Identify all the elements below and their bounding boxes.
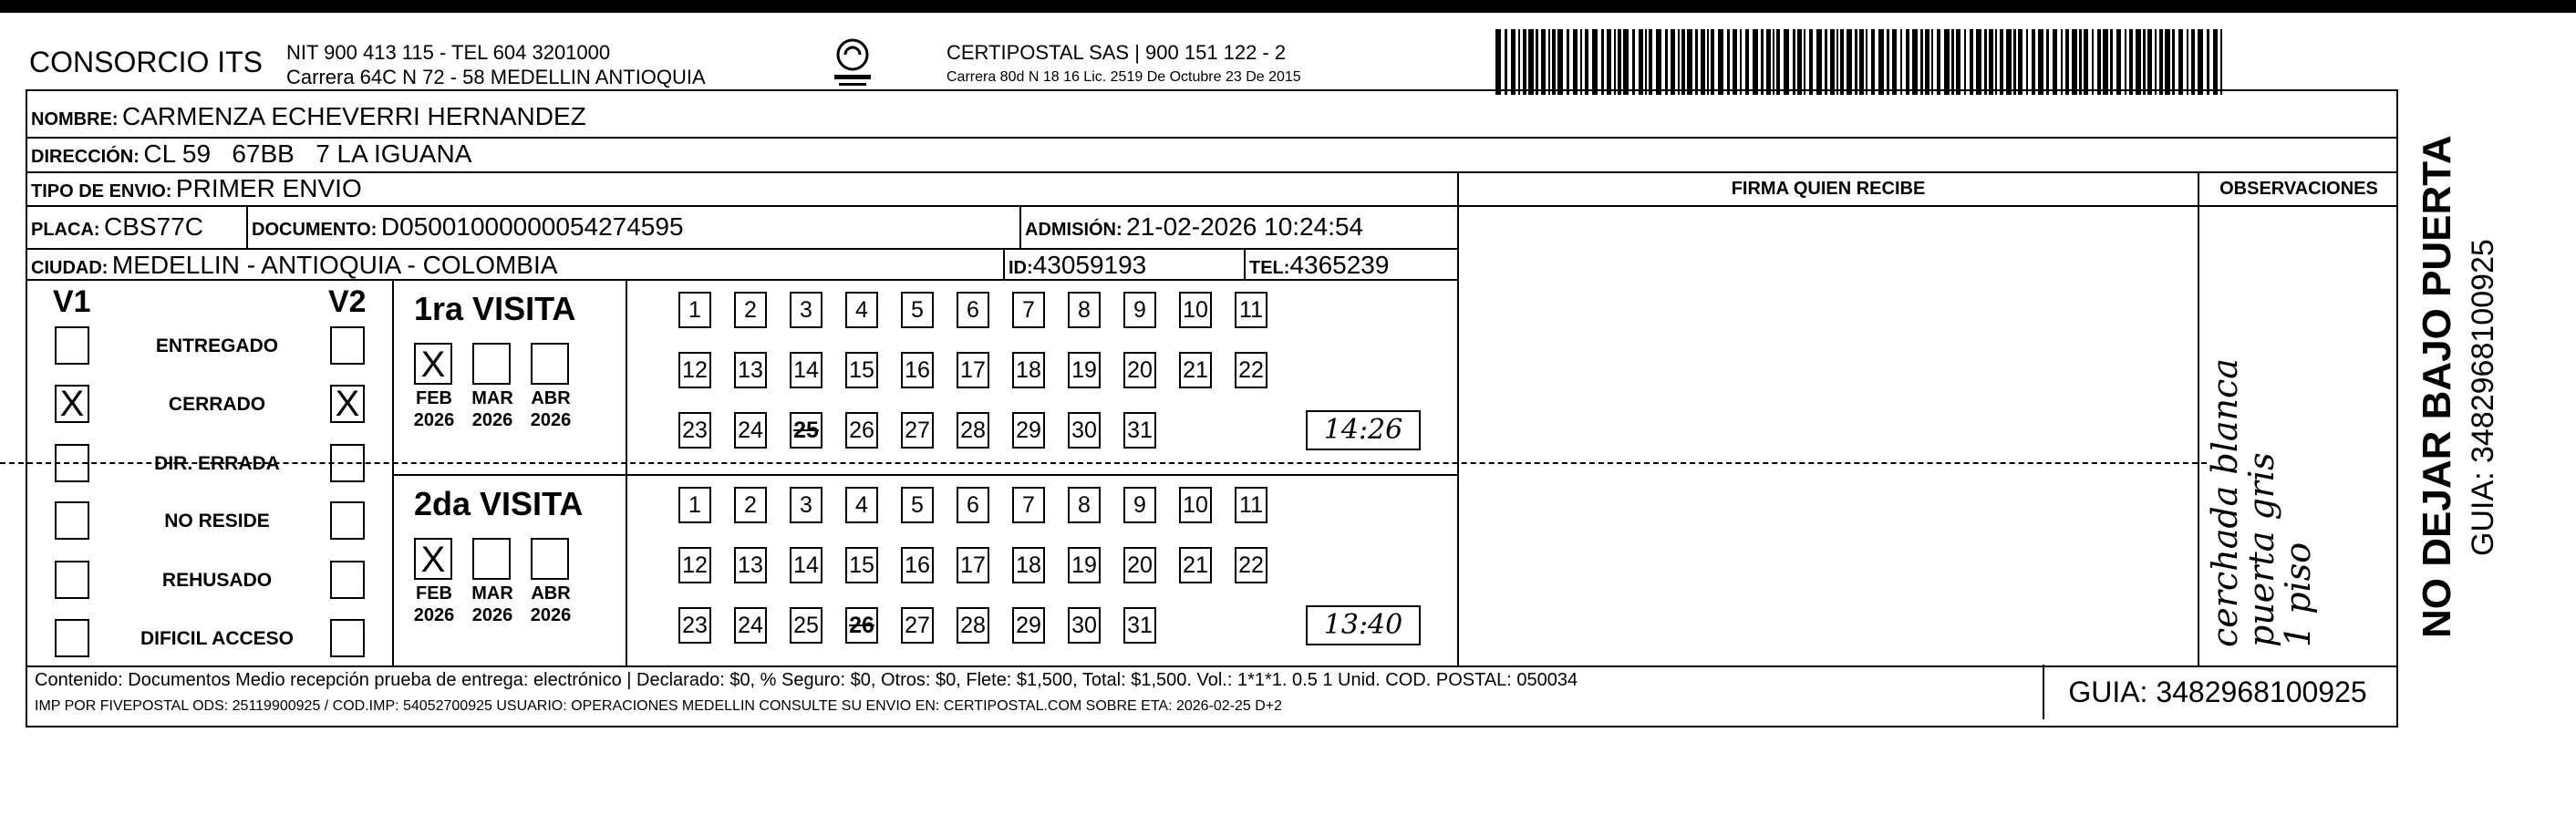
barcode-bar (1976, 29, 1981, 95)
barcode-bar (1585, 29, 1588, 95)
month-year: 2026 (530, 605, 572, 625)
day-box[interactable]: 28 (957, 607, 989, 644)
day-box[interactable]: 23 (678, 607, 711, 644)
day-box[interactable]: 18 (1012, 352, 1045, 388)
day-box[interactable]: 3 (790, 487, 822, 523)
day-box[interactable]: 15 (845, 547, 878, 583)
day-box[interactable]: 10 (1179, 292, 1212, 328)
tel-value: 4365239 (1289, 251, 1390, 279)
divider (26, 171, 2398, 173)
barcode-bar (2159, 29, 2163, 95)
day-box[interactable]: 9 (1123, 292, 1156, 328)
barcode-bar (2000, 29, 2003, 95)
divider (26, 205, 1457, 207)
day-box[interactable]: 30 (1068, 412, 1101, 449)
v2-header: V2 (328, 284, 367, 319)
barcode-bar (1745, 29, 1749, 95)
day-box[interactable]: 5 (901, 487, 934, 523)
time-box: 14:26 (1306, 410, 1421, 450)
day-box[interactable]: 20 (1123, 352, 1156, 388)
barcode-bar (1964, 29, 1966, 95)
v1-checkbox[interactable] (55, 619, 89, 657)
status-label: DIFICIL ACCESO (140, 628, 294, 649)
barcode-icon (1495, 29, 2225, 95)
barcode-bar (1920, 29, 1923, 95)
day-box[interactable]: 8 (1068, 292, 1101, 328)
barcode-bar (1495, 29, 1501, 95)
barcode-bar (1701, 29, 1705, 95)
day-box[interactable]: 14 (790, 547, 822, 583)
day-box[interactable]: 21 (1179, 352, 1212, 388)
status-label: ENTREGADO (155, 335, 279, 356)
day-box[interactable]: 24 (734, 412, 767, 449)
barcode-bar (1518, 29, 1520, 95)
divider (1019, 206, 1021, 248)
barcode-bar (1995, 29, 1997, 95)
firma-label: FIRMA QUIEN RECIBE (1731, 179, 1926, 199)
obs-line: 1 piso (2278, 542, 2318, 647)
day-box[interactable]: 29 (1012, 412, 1045, 449)
day-box[interactable]: 31 (1123, 607, 1156, 644)
day-box[interactable]: 13 (734, 352, 767, 388)
day-box[interactable]: 9 (1123, 487, 1156, 523)
id-value: 43059193 (1032, 251, 1147, 279)
barcode-bar (1552, 29, 1556, 95)
barcode-bar (1866, 29, 1867, 95)
day-box[interactable]: 2 (734, 292, 767, 328)
placa-label: PLACA: (31, 220, 100, 240)
barcode-bar (1687, 29, 1692, 95)
barcode-bar (1784, 29, 1789, 95)
divider (2198, 171, 2199, 665)
barcode-bar (2061, 29, 2063, 95)
barcode-bar (1761, 29, 1764, 95)
barcode-bar (1944, 29, 1950, 95)
divider (246, 206, 248, 248)
barcode-bar (1632, 29, 1635, 95)
tel-label: TEL: (1249, 258, 1290, 278)
month-checkbox[interactable]: X (414, 343, 452, 385)
barcode-bar (1678, 29, 1680, 95)
nombre-value: CARMENZA ECHEVERRI HERNANDEZ (122, 102, 586, 130)
barcode-bar (1836, 29, 1838, 95)
divider (26, 137, 2398, 139)
barcode-bar (1776, 29, 1780, 95)
day-box[interactable]: 29 (1012, 607, 1045, 644)
day-box[interactable]: 16 (901, 352, 934, 388)
barcode-bar (1937, 29, 1940, 95)
top-border-bar (0, 0, 2576, 13)
month-checkbox[interactable] (531, 538, 569, 580)
barcode-bar (2207, 29, 2209, 95)
time-box: 13:40 (1306, 605, 1421, 645)
month-year: 2026 (471, 410, 513, 430)
barcode-bar (2129, 29, 2133, 95)
visit1-title: 1ra VISITA (414, 290, 576, 327)
barcode-bar (1855, 29, 1857, 95)
footer-content-line: Contenido: Documentos Medio recepción prueba de entrega: electrónico | Declarado: $0, % Seguro: $0, Otros: $0, Flete: $1,500, Total: $1,500. Vol.: 1*1*1. 0.5 1 Unid. COD. POSTAL: 050034 (35, 670, 1578, 690)
direccion-value: CL 59 67BB 7 LA IGUANA (143, 139, 472, 168)
divider (1244, 248, 1246, 279)
barcode-bar (1523, 29, 1526, 95)
barcode-bar (1711, 29, 1714, 95)
barcode-bar (1925, 29, 1929, 95)
barcode-bar (1816, 29, 1822, 95)
carrier-info (947, 40, 1301, 89)
barcode-bar (2165, 29, 2170, 95)
barcode-bar (1797, 29, 1802, 95)
barcode-bar (2065, 29, 2069, 95)
barcode-bar (1951, 29, 1954, 95)
visit2-title: 2da VISITA (414, 485, 584, 522)
barcode-bar (1809, 29, 1813, 95)
observaciones-label: OBSERVACIONES (2219, 179, 2378, 199)
barcode-bar (1733, 29, 1737, 95)
month-checkbox[interactable] (472, 343, 511, 385)
month-checkbox[interactable]: X (414, 538, 452, 580)
v1-checkbox[interactable] (55, 326, 89, 365)
barcode-bar (1931, 29, 1933, 95)
month-year: 2026 (471, 605, 513, 625)
day-box[interactable]: 16 (901, 547, 934, 583)
barcode-bar (1956, 29, 1960, 95)
barcode-bar (1970, 29, 1973, 95)
barcode-bar (2110, 29, 2113, 95)
barcode-bar (1878, 29, 1884, 95)
barcode-bar (1989, 29, 1993, 95)
documento-value: D05001000000054274595 (380, 212, 684, 241)
barcode-bar (1718, 29, 1723, 95)
barcode-bar (2220, 29, 2222, 95)
day-box[interactable]: 14 (790, 352, 822, 388)
v2-checkbox[interactable] (330, 561, 365, 599)
barcode-bar (1536, 29, 1538, 95)
barcode-bar (1887, 29, 1889, 95)
obs-line: cerchada blanca (2205, 358, 2245, 647)
barcode-bar (2172, 29, 2175, 95)
barcode-bar (1649, 29, 1652, 95)
barcode-bar (1912, 29, 1918, 95)
barcode-bar (1618, 29, 1621, 95)
tear-line (0, 462, 2207, 464)
day-box[interactable]: 1 (678, 292, 711, 328)
carrier-address: Carrera 80d N 18 16 Lic. 2519 De Octubre 23 De 2015 (947, 69, 1301, 85)
month-label: FEB (416, 388, 452, 408)
day-box[interactable]: 12 (678, 352, 711, 388)
tel-field (1249, 251, 1389, 280)
barcode-bar (2178, 29, 2183, 95)
v1-checkbox[interactable]: X (55, 385, 89, 423)
barcode-bar (1830, 29, 1835, 95)
month-label: ABR (531, 388, 571, 408)
barcode-bar (1753, 29, 1758, 95)
barcode-bar (2213, 29, 2218, 95)
day-box[interactable]: 17 (957, 352, 989, 388)
day-box[interactable]: 4 (845, 487, 878, 523)
barcode-bar (1727, 29, 1730, 95)
day-box[interactable]: 11 (1235, 292, 1267, 328)
barcode-bar (2092, 29, 2094, 95)
barcode-bar (2125, 29, 2126, 95)
day-box[interactable]: 28 (957, 412, 989, 449)
barcode-bar (2143, 29, 2146, 95)
no-dejar-bajo-puerta: NO DEJAR BAJO PUERTA (2415, 135, 2459, 638)
divider (1003, 248, 1005, 279)
barcode-bar (1601, 29, 1604, 95)
direccion-label: DIRECCIÓN: (31, 147, 140, 167)
day-box[interactable]: 22 (1235, 352, 1267, 388)
admision-value: 21-02-2026 10:24:54 (1126, 212, 1364, 241)
day-box[interactable]: 26 (845, 412, 878, 449)
day-box[interactable]: 19 (1068, 547, 1101, 583)
day-box[interactable]: 7 (1012, 292, 1045, 328)
footer-imp-line: IMP POR FIVEPOSTAL ODS: 25119900925 / COD.IMP: 54052700925 USUARIO: OPERACIONES MEDELLIN CONSULTE SU ENVIO EN: CERTIPOSTAL.COM SOBRE ETA: 2026-02-25 D+2 (35, 698, 1283, 714)
barcode-bar (1656, 29, 1661, 95)
month-year: 2026 (530, 410, 572, 430)
day-box[interactable]: 30 (1068, 607, 1101, 644)
barcode-bar (1665, 29, 1668, 95)
day-box[interactable]: 2 (734, 487, 767, 523)
month-checkbox[interactable] (472, 538, 511, 580)
day-box[interactable]: 27 (901, 607, 934, 644)
side-guia: GUIA: 3482968100925 (2466, 239, 2500, 556)
placa-field (31, 212, 203, 242)
barcode-bar (2103, 29, 2108, 95)
carrier-line: CERTIPOSTAL SAS | 900 151 122 - 2 (947, 41, 1287, 64)
month-label: MAR (471, 583, 513, 604)
day-box[interactable]: 27 (901, 412, 934, 449)
month-year: 2026 (413, 605, 455, 625)
v2-checkbox[interactable] (330, 501, 365, 540)
status-label: REHUSADO (161, 570, 273, 591)
day-box[interactable]: 25 (790, 607, 822, 644)
tipo-envio-value: PRIMER ENVIO (175, 174, 362, 202)
barcode-bar (2084, 29, 2088, 95)
day-box[interactable]: 20 (1123, 547, 1156, 583)
barcode-bar (1906, 29, 1909, 95)
v2-checkbox[interactable] (330, 326, 365, 365)
day-box[interactable]: 12 (678, 547, 711, 583)
barcode-bar (1645, 29, 1647, 95)
v1-checkbox[interactable] (55, 501, 89, 540)
day-box[interactable]: 21 (1179, 547, 1212, 583)
barcode-bar (1900, 29, 1902, 95)
documento-field (252, 212, 684, 242)
barcode-bar (1847, 29, 1852, 95)
direccion-field (31, 139, 471, 169)
day-box[interactable]: 24 (734, 607, 767, 644)
day-box[interactable]: 22 (1235, 547, 1267, 583)
day-box[interactable]: 11 (1235, 487, 1267, 523)
day-box[interactable]: 8 (1068, 487, 1101, 523)
divider (392, 279, 394, 665)
barcode-bar (1528, 29, 1534, 95)
day-box[interactable]: 5 (901, 292, 934, 328)
company-info (286, 40, 706, 89)
barcode-bar (1567, 29, 1569, 95)
barcode-bar (2097, 29, 2101, 95)
placa-value: CBS77C (104, 212, 203, 241)
v2-checkbox[interactable]: X (330, 385, 365, 423)
month-checkbox[interactable] (531, 343, 569, 385)
barcode-bar (2072, 29, 2077, 95)
v1-checkbox[interactable] (55, 561, 89, 599)
barcode-bar (2018, 29, 2023, 95)
id-field (1009, 251, 1146, 280)
observaciones-handwriting (2207, 358, 2316, 647)
barcode-bar (1639, 29, 1643, 95)
admision-label: ADMISIÓN: (1025, 220, 1122, 240)
day-box[interactable]: 1 (678, 487, 711, 523)
day-box[interactable]: 6 (957, 292, 989, 328)
admision-field (1025, 212, 1363, 242)
v1-header: V1 (53, 284, 91, 319)
tipo-envio-field (31, 174, 362, 203)
barcode-bar (1614, 29, 1616, 95)
barcode-bar (2187, 29, 2188, 95)
day-box[interactable]: 6 (957, 487, 989, 523)
company-name: CONSORCIO ITS (29, 46, 264, 78)
barcode-bar (2046, 29, 2049, 95)
barcode-bar (1740, 29, 1742, 95)
divider (626, 279, 627, 665)
barcode-bar (1557, 29, 1563, 95)
barcode-bar (1592, 29, 1598, 95)
nombre-field (31, 102, 586, 131)
barcode-bar (1773, 29, 1774, 95)
barcode-bar (1984, 29, 1987, 95)
divider (1457, 205, 2398, 207)
barcode-bar (2136, 29, 2141, 95)
day-box[interactable]: 7 (1012, 487, 1045, 523)
barcode-bar (2053, 29, 2057, 95)
obs-line: puerta gris (2241, 452, 2281, 647)
day-box[interactable]: 15 (845, 352, 878, 388)
day-box[interactable]: 18 (1012, 547, 1045, 583)
status-label: NO RESIDE (164, 511, 270, 531)
nit-line: NIT 900 413 115 - TEL 604 3201000 (286, 41, 611, 64)
day-box[interactable]: 23 (678, 412, 711, 449)
status-label: DIR. ERRADA (154, 453, 280, 474)
barcode-bar (1623, 29, 1629, 95)
barcode-bar (1840, 29, 1844, 95)
barcode-bar (2079, 29, 2082, 95)
barcode-bar (1607, 29, 1611, 95)
barcode-bar (1548, 29, 1550, 95)
day-checked[interactable]: 25 (790, 412, 822, 449)
id-label: ID: (1009, 258, 1033, 278)
company-address: Carrera 64C N 72 - 58 MEDELLIN ANTIOQUIA (286, 66, 706, 88)
tipo-envio-label: TIPO DE ENVIO: (31, 181, 172, 201)
barcode-bar (2038, 29, 2043, 95)
barcode-bar (1511, 29, 1516, 95)
barcode-bar (1825, 29, 1827, 95)
footer-guia: GUIA: 3482968100925 (2043, 665, 2391, 719)
v2-checkbox[interactable] (330, 619, 365, 657)
ciudad-value: MEDELLIN - ANTIOQUIA - COLOMBIA (111, 251, 558, 279)
barcode-bar (2013, 29, 2016, 95)
barcode-bar (2032, 29, 2035, 95)
barcode-bar (1671, 29, 1675, 95)
day-box[interactable]: 19 (1068, 352, 1101, 388)
divider (1457, 171, 1459, 665)
barcode-bar (1871, 29, 1875, 95)
documento-label: DOCUMENTO: (252, 220, 378, 240)
barcode-bar (2026, 29, 2028, 95)
barcode-bar (2006, 29, 2012, 95)
month-label: FEB (416, 583, 452, 604)
barcode-bar (1793, 29, 1795, 95)
month-label: MAR (471, 388, 513, 408)
barcode-bar (1804, 29, 1805, 95)
barcode-bar (2191, 29, 2195, 95)
divider (392, 474, 1457, 476)
barcode-bar (2116, 29, 2121, 95)
day-box[interactable]: 17 (957, 547, 989, 583)
ciudad-field (31, 251, 557, 280)
barcode-bar (1707, 29, 1709, 95)
ciudad-label: CIUDAD: (31, 258, 109, 278)
month-year: 2026 (413, 410, 455, 430)
month-label: ABR (531, 583, 571, 604)
barcode-bar (2155, 29, 2157, 95)
day-box[interactable]: 31 (1123, 412, 1156, 449)
barcode-bar (1892, 29, 1897, 95)
barcode-bar (1766, 29, 1771, 95)
barcode-bar (1695, 29, 1698, 95)
certipostal-logo-icon (830, 36, 875, 91)
day-box[interactable]: 3 (790, 292, 822, 328)
barcode-bar (1681, 29, 1685, 95)
day-box[interactable]: 10 (1179, 487, 1212, 523)
status-label: CERRADO (168, 394, 266, 415)
day-checked[interactable]: 26 (845, 607, 878, 644)
nombre-label: NOMBRE: (31, 109, 119, 129)
barcode-bar (2198, 29, 2203, 95)
barcode-bar (1580, 29, 1582, 95)
barcode-bar (1573, 29, 1578, 95)
barcode-bar (1505, 29, 1507, 95)
barcode-bar (2147, 29, 2152, 95)
day-box[interactable]: 4 (845, 292, 878, 328)
barcode-bar (1541, 29, 1546, 95)
divider (26, 248, 1457, 250)
day-box[interactable]: 13 (734, 547, 767, 583)
barcode-bar (1859, 29, 1864, 95)
